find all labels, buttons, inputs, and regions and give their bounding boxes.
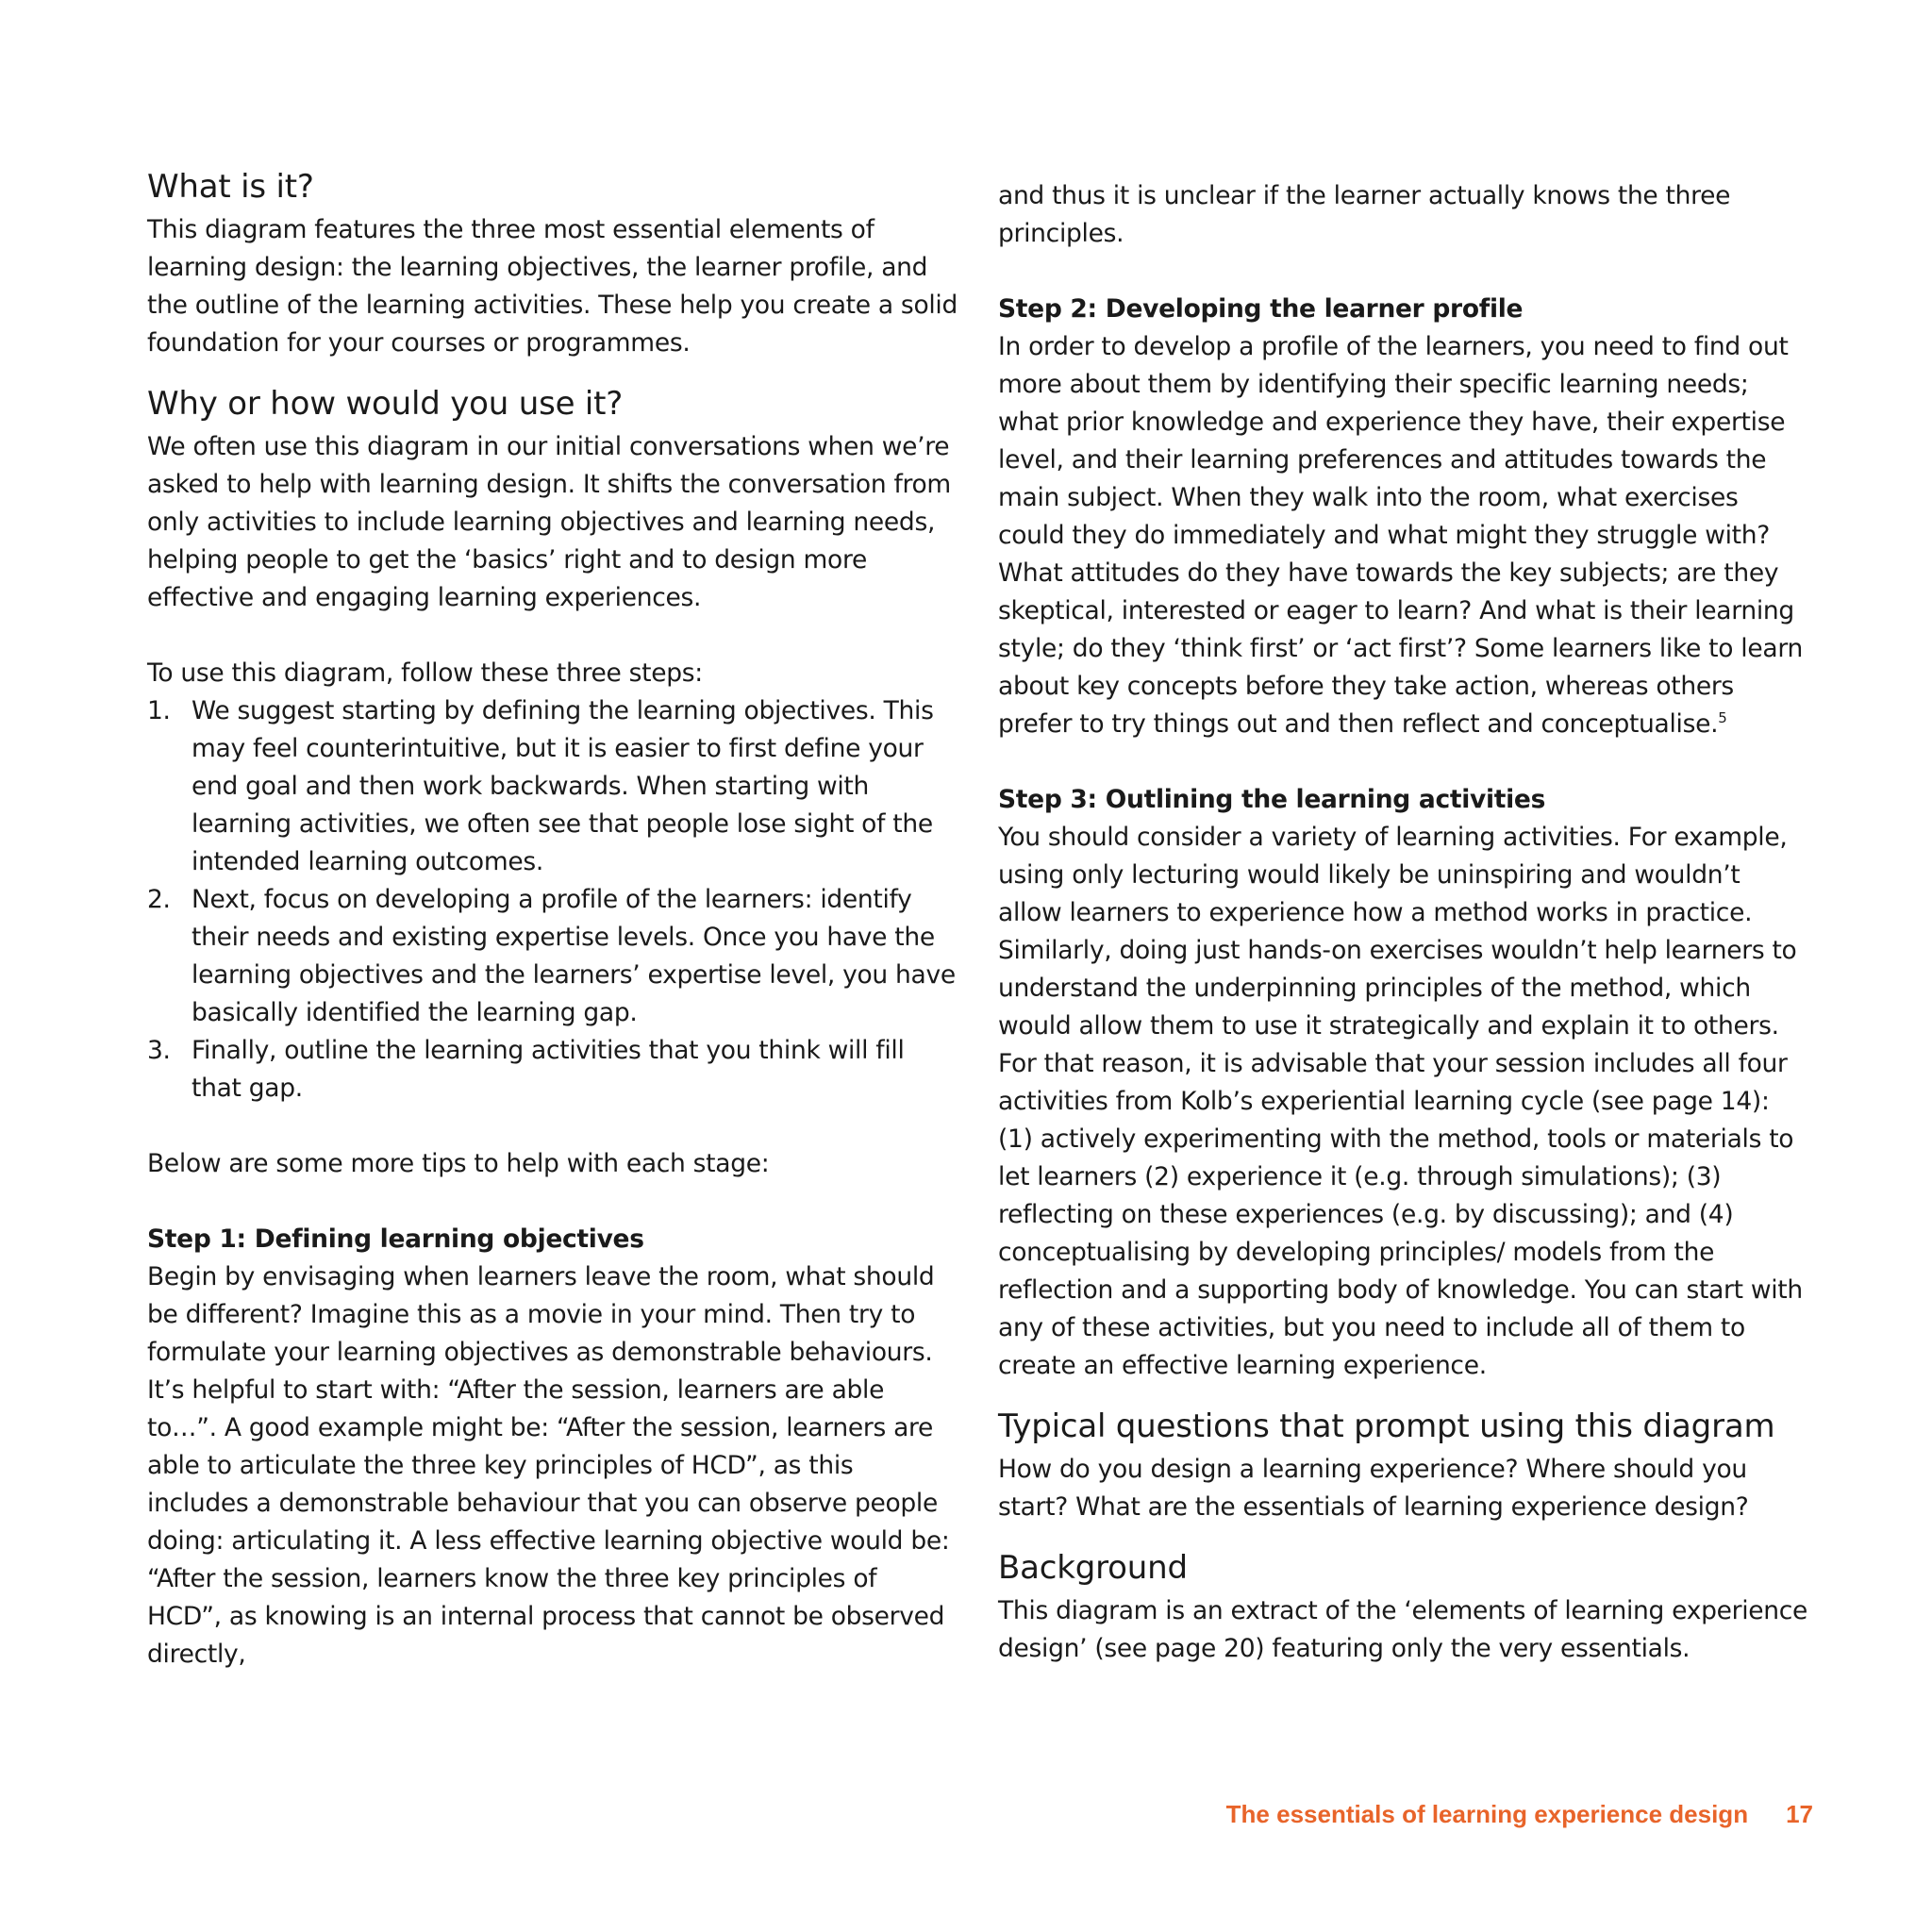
step3-heading: Step 3: Outlining the learning activities	[998, 785, 1546, 814]
questions-heading: Typical questions that prompt using this diagram	[998, 1407, 1775, 1445]
why-text: We often use this diagram in our initial conversations when we’re asked to help with learning design. It shifts the conversation from only activities to include learning objectives and learning needs, helping people to get the ‘basics’ right and to design more effective and engaging learning experiences.	[147, 432, 951, 612]
right-column	[998, 177, 1809, 1668]
footnote-ref: 5	[1718, 709, 1727, 727]
tips-intro: Below are some more tips to help with each stage:	[147, 1149, 770, 1178]
steps-list	[147, 692, 958, 1108]
page-footer	[1226, 1800, 1813, 1829]
page-number: 17	[1786, 1800, 1813, 1828]
questions-text: How do you design a learning experience? Where should you start? What are the essentials of learning experience design?	[998, 1455, 1749, 1522]
list-item: 1. We suggest starting by defining the learning objectives. This may feel counterintuitive, but it is easier to first define your end goal and then work backwards. When starting with learning activities, we often see that people lose sight of the intended learning outcomes.	[147, 696, 934, 876]
background-heading: Background	[998, 1549, 1188, 1587]
what-text: This diagram features the three most essential elements of learning design: the learning objectives, the learner profile, and the outline of the learning activities. These help you create a solid foundation for your courses or programmes.	[147, 215, 958, 358]
background-text: This diagram is an extract of the ‘elements of learning experience design’ (see page 20) featuring only the very essentials.	[998, 1596, 1808, 1663]
list-item: 3. Finally, outline the learning activities that you think will fill that gap.	[147, 1036, 905, 1103]
step1-continued: and thus it is unclear if the learner actually knows the three principles.	[998, 181, 1731, 248]
step2-text: In order to develop a profile of the learners, you need to find out more about them by identifying their specific learning needs; what prior knowledge and experience they have, their expertise level, and their learning preferences and attitudes towards the main subject. When they walk into the room, what exercises could they do immediately and what might they struggle with? What attitudes do they have towards the key subjects; are they skeptical, interested or eager to learn? And what is their learning style; do they ‘think first’ or ‘act first’? Some learners like to learn about key concepts before they take action, whereas others prefer to try things out and then reflect and conceptualise.$^5$	[998, 332, 1803, 739]
footer-title: The essentials of learning experience design	[1225, 1800, 1749, 1828]
list-item: 2. Next, focus on developing a profile of the learners: identify their needs and existing expertise levels. Once you have the learning objectives and the learners’ expertise level, you have basically identified the learning gap.	[147, 885, 956, 1027]
step2-heading: Step 2: Developing the learner profile	[998, 294, 1524, 324]
what-heading: What is it?	[147, 168, 314, 206]
step1-heading: Step 1: Defining learning objectives	[147, 1224, 644, 1254]
left-column	[147, 166, 958, 1674]
step3-text: You should consider a variety of learning activities. For example, using only lecturing would likely be uninspiring and wouldn’t allow learners to experience how a method works in practice. Similarly, doing just hands-on exercises wouldn’t help learners to understand the underpinning principles of the method, which would allow them to use it strategically and explain it to others. For that reason, it is advisable that your session includes all four activities from Kolb’s experiential learning cycle (see page 14): (1) actively experimenting with the method, tools or materials to let learners (2) experience it (e.g. through simulations); (3) reflecting on these experiences (e.g. by discussing); and (4) conceptualising by developing principles/ models from the reflection and a supporting body of knowledge. You can start with any of these activities, but you need to include all of them to create an effective learning experience.	[998, 823, 1803, 1380]
why-heading: Why or how would you use it?	[147, 385, 624, 423]
steps-intro: To use this diagram, follow these three steps:	[147, 658, 703, 688]
step1-text: Begin by envisaging when learners leave the room, what should be different? Imagine this as a movie in your mind. Then try to formulate your learning objectives as demonstrable behaviours. It’s helpful to start with: “After the session, learners are able to…”. A good example might be: “After the session, learners are able to articulate the three key principles of HCD”, as this includes a demonstrable behaviour that you can observe people doing: articulating it. A less effective learning objective would be: “After the session, learners know the three key principles of HCD”, as knowing is an internal process that cannot be observed directly,	[147, 1262, 950, 1669]
